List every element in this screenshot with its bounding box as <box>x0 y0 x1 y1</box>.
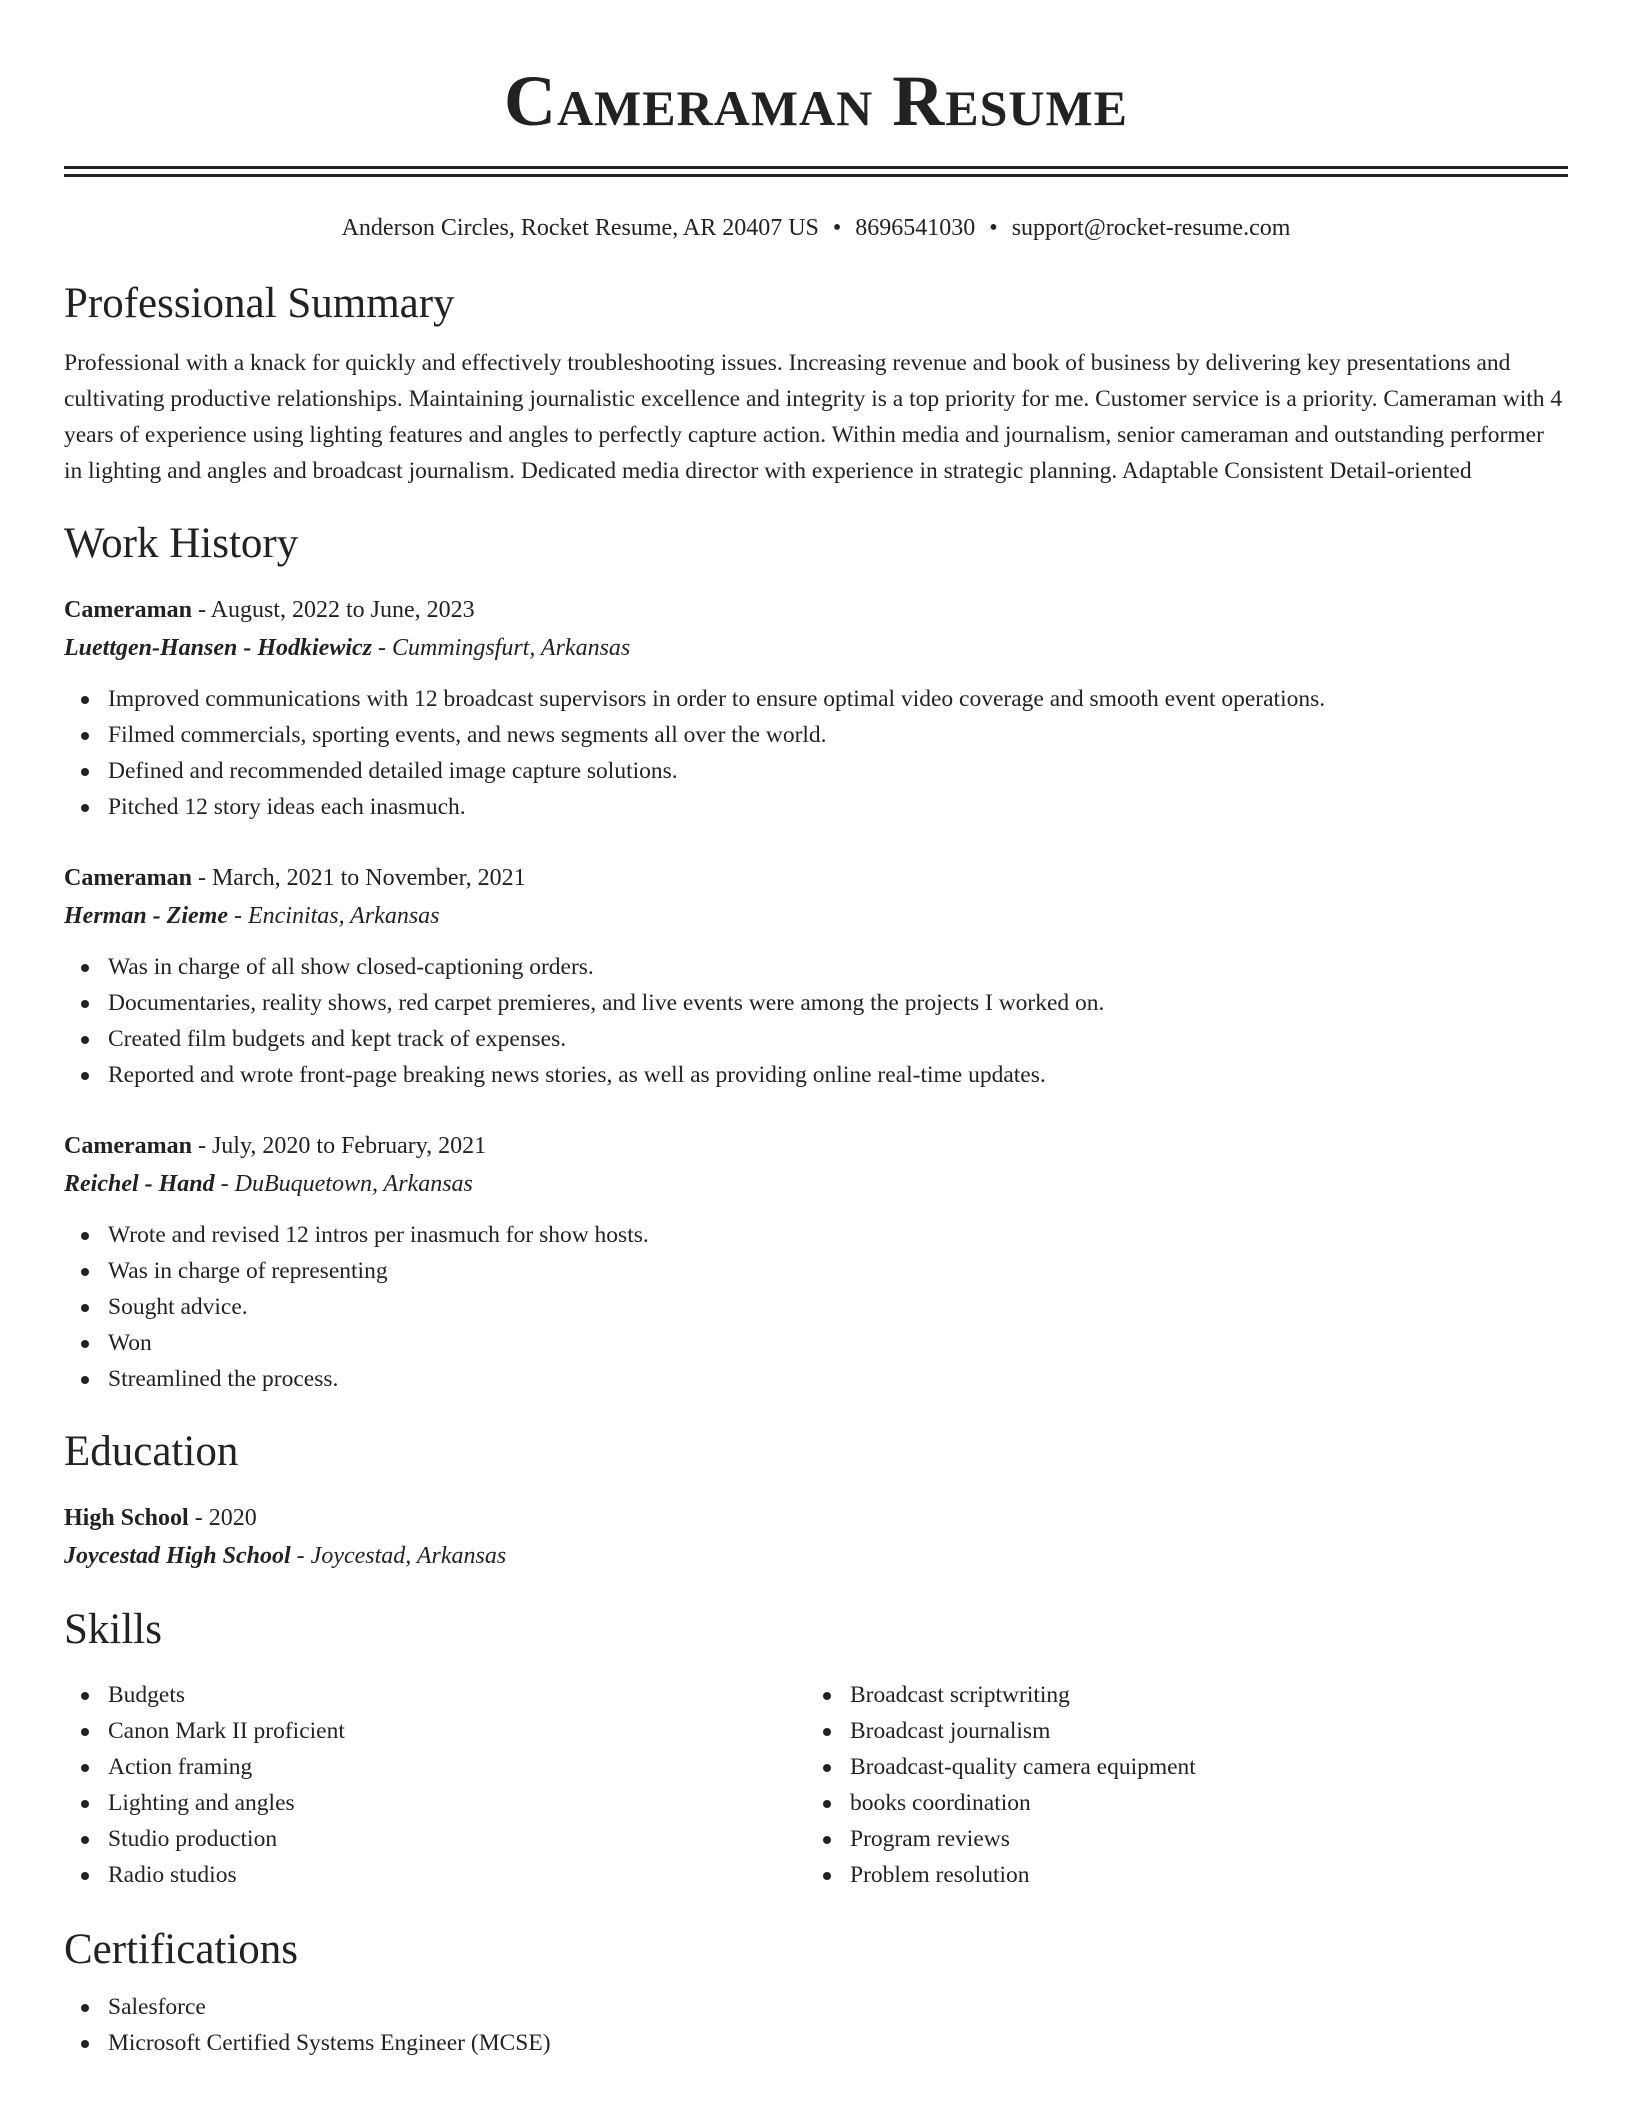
job-title: Cameraman <box>64 1133 192 1159</box>
certifications-heading: Certifications <box>64 1926 299 1973</box>
skills-columns <box>64 1677 1568 1893</box>
list-item: Reported and wrote front-page breaking news stories, as well as providing online real-time updates. <box>64 1057 1568 1093</box>
list-item: Budgets <box>64 1677 806 1713</box>
contact-phone: 8696541030 <box>855 215 976 241</box>
list-item: Documentaries, reality shows, red carpet premieres, and live events were among the projects I worked on. <box>64 985 1568 1021</box>
resume-title: Cameraman Resume <box>503 61 1129 141</box>
job-company: Luettgen-Hansen - Hodkiewicz <box>64 635 372 661</box>
skills-right-column <box>806 1677 1548 1893</box>
job-location: - Cummingsfurt, Arkansas <box>372 635 631 661</box>
list-item: Filmed commercials, sporting events, and news segments all over the world. <box>64 717 1568 753</box>
education-degree: High School <box>64 1505 189 1531</box>
education-school: Joycestad High School <box>64 1543 291 1569</box>
job-company-line <box>64 897 1568 935</box>
list-item: Was in charge of all show closed-captioning orders. <box>64 949 1568 985</box>
list-item: Pitched 12 story ideas each inasmuch. <box>64 789 1568 825</box>
certifications-list <box>64 1989 1568 2061</box>
work-history-heading: Work History <box>64 520 299 567</box>
job-title-line <box>64 591 1568 629</box>
list-item: Broadcast scriptwriting <box>806 1677 1548 1713</box>
contact-separator: • <box>832 215 842 241</box>
contact-separator: • <box>989 215 998 241</box>
job-bullets <box>64 681 1568 825</box>
job-entry <box>64 1127 1568 1397</box>
list-item: Canon Mark II proficient <box>64 1713 806 1749</box>
job-location: - Encinitas, Arkansas <box>227 903 440 929</box>
list-item: Broadcast-quality camera equipment <box>806 1749 1548 1785</box>
job-dates: - July, 2020 to February, 2021 <box>191 1133 487 1159</box>
education-degree-line <box>64 1499 1568 1537</box>
job-dates: - March, 2021 to November, 2021 <box>191 865 526 891</box>
job-title-line <box>64 859 1568 897</box>
job-company-line <box>64 1165 1568 1203</box>
job-company: Reichel - Hand <box>64 1171 215 1197</box>
education-heading: Education <box>64 1428 239 1475</box>
education-year: - 2020 <box>188 1505 257 1531</box>
list-item: Radio studios <box>64 1857 806 1893</box>
contact-address: Anderson Circles, Rocket Resume, AR 20407 US <box>341 215 819 241</box>
list-item: Lighting and angles <box>64 1785 806 1821</box>
list-item: Salesforce <box>64 1989 1568 2025</box>
job-title: Cameraman <box>64 597 192 623</box>
skills-heading: Skills <box>64 1606 162 1653</box>
list-item: Microsoft Certified Systems Engineer (MCSE) <box>64 2025 1568 2061</box>
job-bullets <box>64 1217 1568 1397</box>
list-item: Broadcast journalism <box>806 1713 1548 1749</box>
list-item: Was in charge of representing <box>64 1253 1568 1289</box>
list-item: Won <box>64 1325 1568 1361</box>
education-school-line <box>64 1537 1568 1575</box>
contact-line <box>64 213 1568 243</box>
list-item: Sought advice. <box>64 1289 1568 1325</box>
summary-heading: Professional Summary <box>64 280 455 327</box>
education-location: - Joycestad, Arkansas <box>290 1543 507 1569</box>
job-company-line <box>64 629 1568 667</box>
contact-email: support@rocket-resume.com <box>1011 215 1291 241</box>
job-location: - DuBuquetown, Arkansas <box>214 1171 473 1197</box>
list-item: Improved communications with 12 broadcast supervisors in order to ensure optimal video coverage and smooth event operations. <box>64 681 1568 717</box>
job-title: Cameraman <box>64 865 192 891</box>
skills-left-column <box>64 1677 806 1893</box>
list-item: Studio production <box>64 1821 806 1857</box>
list-item: Action framing <box>64 1749 806 1785</box>
list-item: Program reviews <box>806 1821 1548 1857</box>
job-title-line <box>64 1127 1568 1165</box>
job-company: Herman - Zieme <box>64 903 228 929</box>
list-item: Created film budgets and kept track of expenses. <box>64 1021 1568 1057</box>
list-item: Defined and recommended detailed image capture solutions. <box>64 753 1568 789</box>
summary-text: Professional with a knack for quickly and effectively troubleshooting issues. Increasing revenue and book of business by delivering key presentations and cultivating productive relationships. Maintaining journalistic excellence and integrity is a top priority for me. Customer service is a priority. Cameraman with 4 years of experience using lighting features and angles to perfectly capture action. Within media and journalism, senior cameraman and outstanding performer in lighting and angles and broadcast journalism. Dedicated media director with experience in strategic planning. Adaptable Consistent Detail-oriented <box>64 350 1563 484</box>
list-item: Problem resolution <box>806 1857 1548 1893</box>
job-entry <box>64 859 1568 1093</box>
education-entry <box>64 1499 1568 1575</box>
list-item: Streamlined the process. <box>64 1361 1568 1397</box>
job-bullets <box>64 949 1568 1093</box>
job-dates: - August, 2022 to June, 2023 <box>191 597 475 623</box>
list-item: books coordination <box>806 1785 1548 1821</box>
job-entry <box>64 591 1568 825</box>
title-double-rule <box>64 166 1568 177</box>
list-item: Wrote and revised 12 intros per inasmuch for show hosts. <box>64 1217 1568 1253</box>
